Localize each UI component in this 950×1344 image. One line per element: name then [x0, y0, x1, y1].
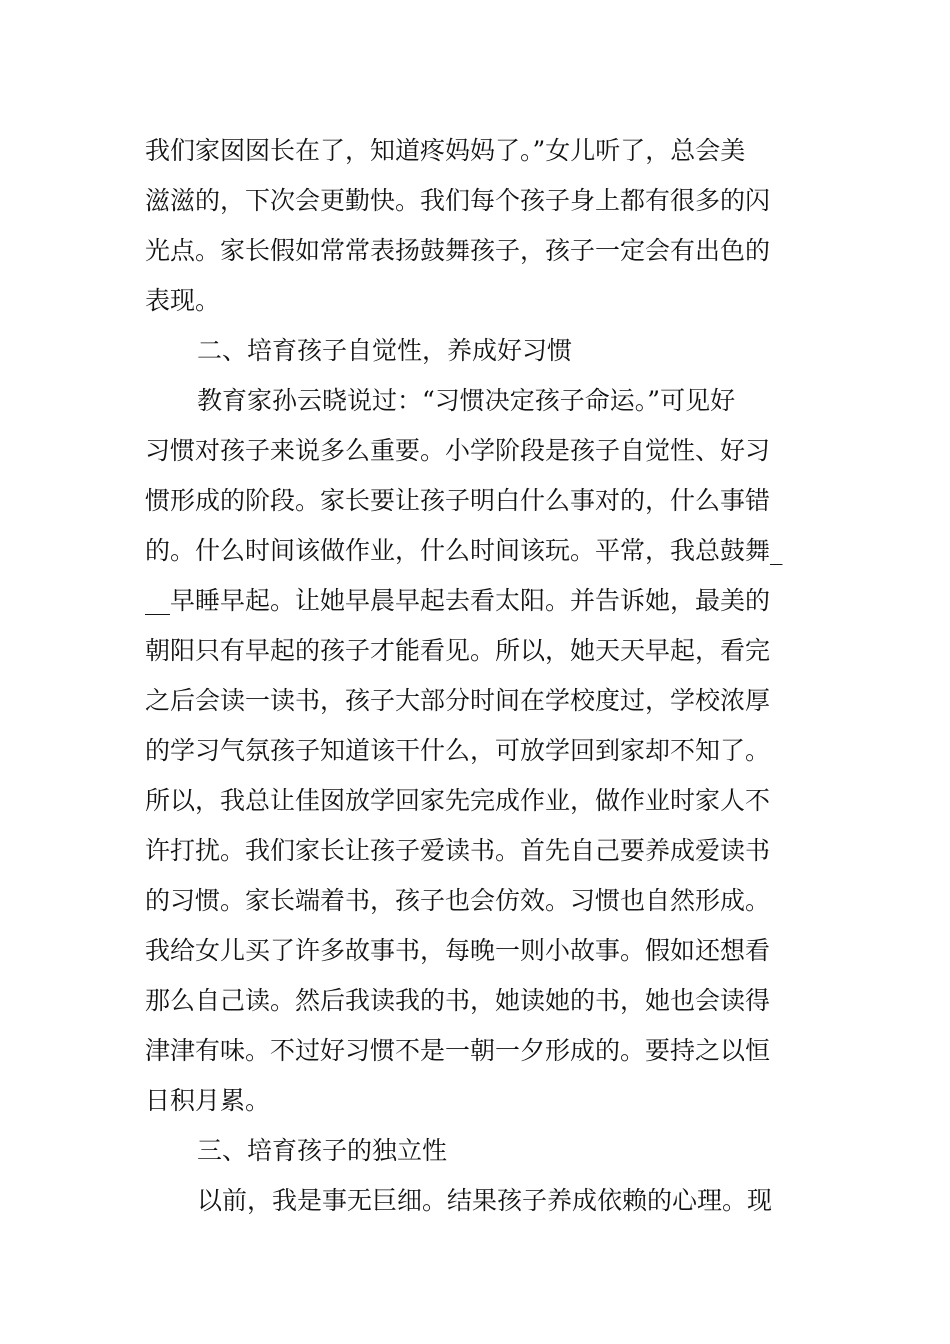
text-line: 朝阳只有早起的孩子才能看见。所以，她天天早起，看完: [145, 636, 771, 665]
text-line: 惯形成的阶段。家长要让孩子明白什么事对的，什么事错: [145, 486, 771, 515]
text-line: 那么自己读。然后我读我的书，她读她的书，她也会读得: [145, 986, 771, 1015]
text-line: 光点。家长假如常常表扬鼓舞孩子，孩子一定会有出色的: [145, 236, 771, 265]
text-line: 津津有味。不过好习惯不是一朝一夕形成的。要持之以恒: [145, 1036, 771, 1065]
text-line: 的学习气氛孩子知道该干什么，可放学回到家却不知了。: [145, 736, 771, 765]
section-heading: 二、培育孩子自觉性，养成好习惯: [197, 336, 573, 365]
body-text: [145, 126, 815, 1226]
text-line: 我给女儿买了许多故事书，每晚一则小故事。假如还想看: [145, 936, 771, 965]
section-heading: 三、培育孩子的独立性: [197, 1136, 448, 1165]
text-line: 所以，我总让佳囡放学回家先完成作业，做作业时家人不: [145, 786, 771, 815]
text-line: 的习惯。家长端着书，孩子也会仿效。习惯也自然形成。: [145, 886, 771, 915]
text-line: 我们家囡囡长在了，知道疼妈妈了。”女儿听了，总会美: [145, 136, 746, 165]
text-line: 许打扰。我们家长让孩子爱读书。首先自己要养成爱读书: [145, 836, 771, 865]
text-line: 滋滋的，下次会更勤快。我们每个孩子身上都有很多的闪: [145, 186, 771, 215]
text-line: __早睡早起。让她早晨早起去看太阳。并告诉她，最美的: [145, 586, 771, 615]
text-line: 的。什么时间该做作业，什么时间该玩。平常，我总鼓舞_: [145, 536, 783, 565]
text-line: 之后会读一读书，孩子大部分时间在学校度过，学校浓厚: [145, 686, 771, 715]
text-line: 教育家孙云晓说过：“习惯决定孩子命运。”可见好: [197, 386, 736, 415]
text-line: 日积月累。: [145, 1086, 271, 1115]
text-line: 表现。: [145, 286, 221, 315]
text-line: 以前，我是事无巨细。结果孩子养成依赖的心理。现: [197, 1186, 773, 1215]
text-line: 习惯对孩子来说多么重要。小学阶段是孩子自觉性、好习: [145, 436, 771, 465]
